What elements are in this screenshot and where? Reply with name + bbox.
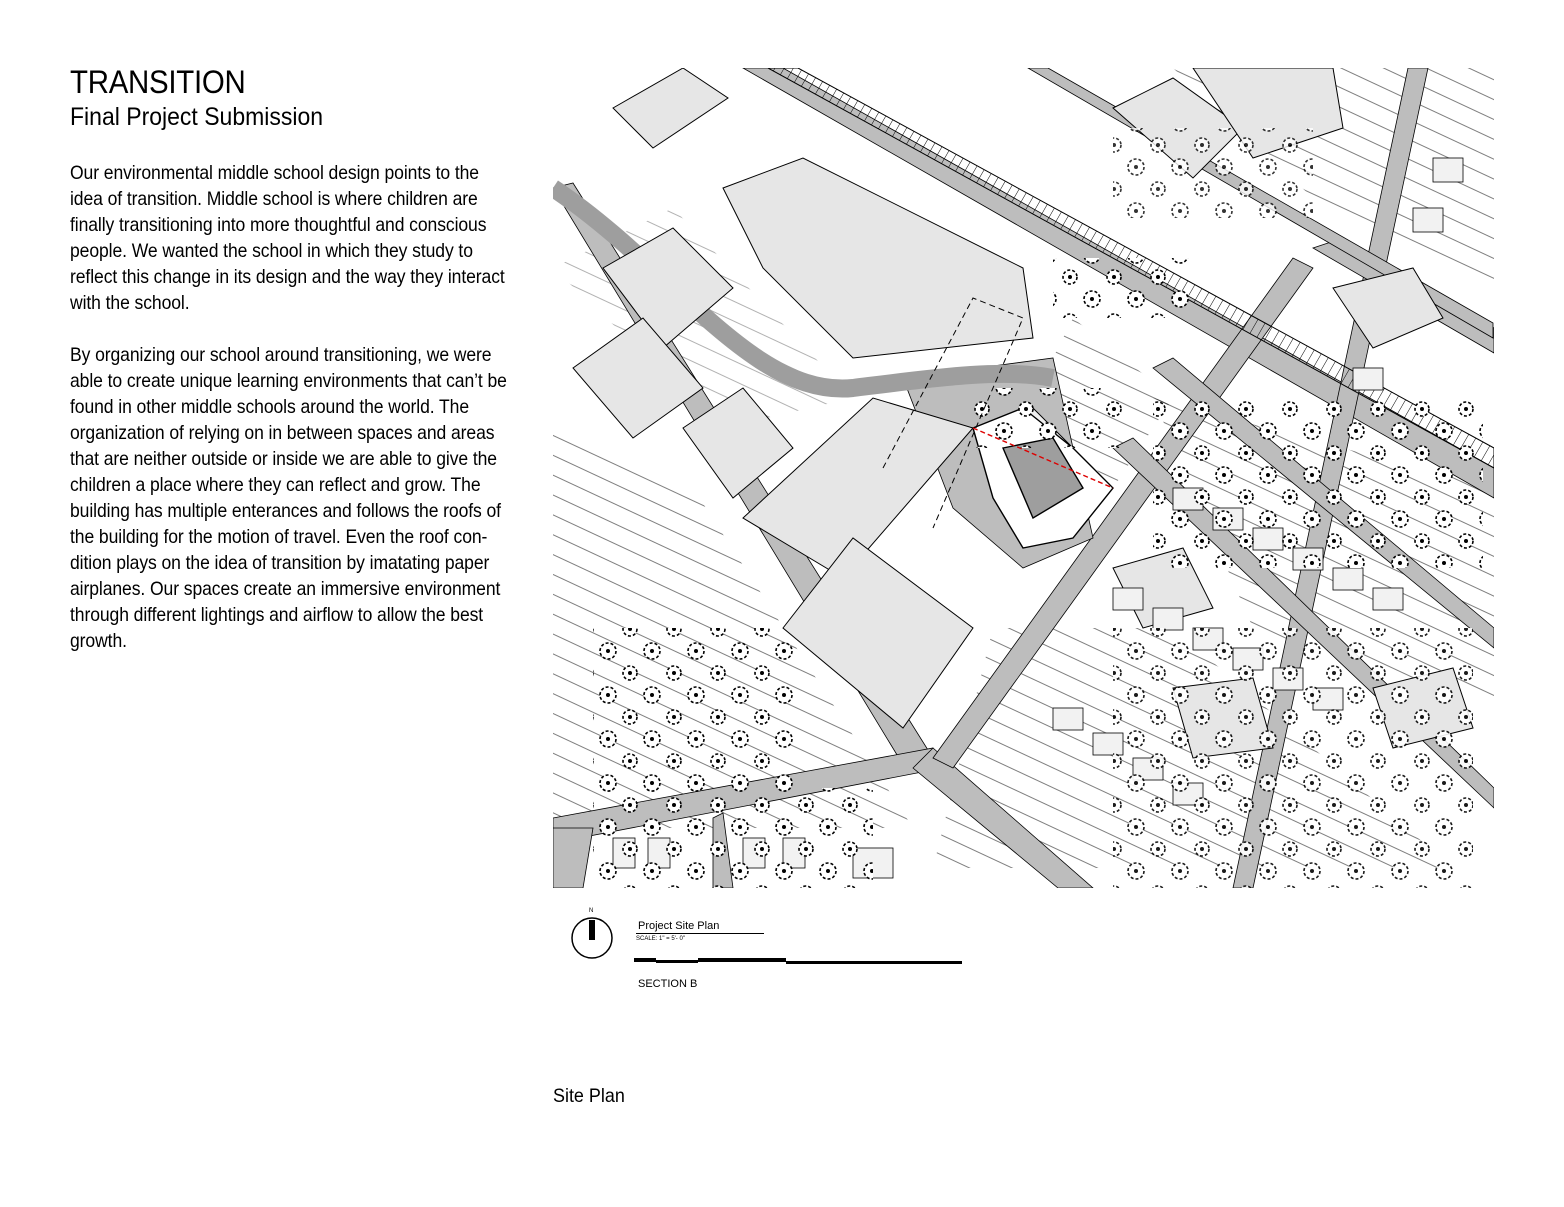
page-subtitle: Final Project Submission <box>70 103 324 131</box>
plan-title: Project Site Plan <box>638 920 720 932</box>
north-arrow-icon <box>568 908 628 968</box>
title-underline <box>636 933 764 934</box>
paragraph-organization: By organizing our school around transitioning, we were able to create unique learning environments that can’t be found in other middle schools around the world. The organization of relying on in between spaces and areas that are neither outside or inside we are able to give the children a place where they can reflect and grow. The building has multiple enterances and follows the roofs of the building for the motion of travel. Even the roof con- dition plays on the idea of transition by imatating paper airplanes. Our spaces create an immersive environment through different lightings and airflow to allow the best growth. <box>70 344 507 652</box>
page-title: TRANSITION <box>70 64 246 100</box>
scale-bar <box>634 954 964 968</box>
drawing-legend <box>568 908 988 998</box>
paragraph-intro: Our environmental middle school design points to the idea of transition. Middle school is where children are finally transitioning into more thoughtful and conscious people. We wanted the school in which they study to reflect this change in its design and the way they interact with the school. <box>70 162 505 314</box>
figure-caption: Site Plan <box>553 1085 625 1107</box>
text-column <box>70 64 525 654</box>
north-label: N <box>589 908 594 914</box>
section-label: SECTION B <box>638 978 698 990</box>
site-plan-drawing <box>553 68 1494 888</box>
plan-scale: SCALE: 1" = 5'- 0" <box>636 936 685 942</box>
